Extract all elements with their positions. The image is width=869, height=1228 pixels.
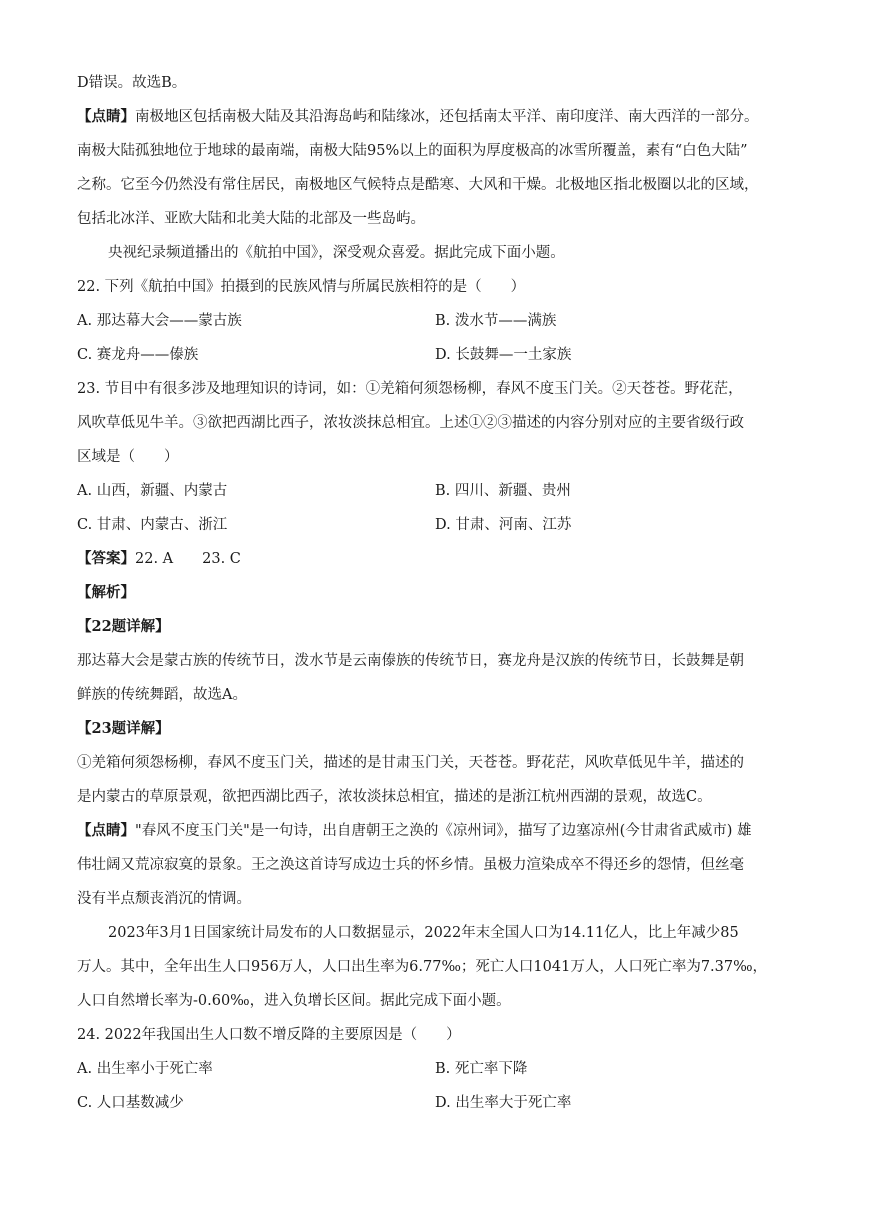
q22-option-a: A. 那达幕大会——蒙古族 [77,313,242,329]
text-line: 包括北冰洋、亚欧大陆和北美大陆的北部及一些岛屿。 [77,211,425,227]
q23-option-d: D. 甘肃、河南、江苏 [435,517,572,533]
answer-text: 22. A 23. C [135,551,241,567]
text-line: 那达幕大会是蒙古族的传统节日，泼水节是云南傣族的传统节日，赛龙舟是汉族的传统节日，长鼓舞是朝 [77,653,744,669]
answer-tag: 【答案】 [77,550,135,567]
text-line: 没有半点颓丧消沉的情调。 [77,891,251,907]
text-line: 区域是（ ） [77,449,179,465]
dianjing-tag: 【点睛】 [77,822,135,839]
dianjing-paragraph [77,107,793,127]
q24-option-a: A. 出生率小于死亡率 [77,1061,213,1077]
text-line: "春风不度玉门关"是一句诗，出自唐朝王之涣的《凉州词》，描写了边塞凉州(今甘肃省武威市) 雄 [135,823,752,839]
text-line: 南极地区包括南极大陆及其沿海岛屿和陆缘冰，还包括南太平洋、南印度洋、南大西洋的一部分。 [135,109,759,125]
text-line: 伟壮阔又荒凉寂寞的景象。王之涣这首诗写成边士兵的怀乡情。虽极力渲染成卒不得还乡的怨情，但丝毫 [77,857,744,873]
text-line: 鲜族的传统舞蹈，故选A。 [77,687,247,703]
q23-option-b: B. 四川、新疆、贵州 [435,483,571,499]
text-line: 人口自然增长率为-0.60‰，进入负增长区间。据此完成下面小题。 [77,993,511,1009]
q24-option-d: D. 出生率大于死亡率 [435,1095,572,1111]
question-23: 23. 节目中有很多涉及地理知识的诗词，如：①羌箱何须怨杨柳，春风不度玉门关。②天苍苍。野花茫， [77,381,743,397]
q22-detail-heading: 【22题详解】 [77,618,170,635]
dianjing-paragraph [77,821,793,841]
q24-option-b: B. 死亡率下降 [435,1061,528,1077]
q23-option-a: A. 山西，新疆、内蒙古 [77,483,228,499]
q24-option-c: C. 人口基数减少 [77,1095,184,1111]
text-line: ①羌箱何须怨杨柳，春风不度玉门关，描述的是甘肃玉门关，天苍苍。野花茫，风吹草低见牛羊，描述的 [77,755,744,771]
q23-option-c: C. 甘肃、内蒙古、浙江 [77,517,228,533]
text-line: 之称。它至今仍然没有常住居民，南极地区气候特点是酷寒、大风和干燥。北极地区指北极圈以北的区域， [77,177,759,193]
text-line: 南极大陆孤独地位于地球的最南端，南极大陆95%以上的面积为厚度极高的冰雪所覆盖，素有“白色大陆” [77,143,748,159]
text-line: 风吹草低见牛羊。③欲把西湖比西子，浓妆淡抹总相宜。上述①②③描述的内容分别对应的主要省级行政 [77,415,744,431]
analysis-heading: 【解析】 [77,584,135,601]
q22-option-b: B. 泼水节——满族 [435,313,557,329]
text-line: 万人。其中，全年出生人口956万人，人口出生率为6.77‰；死亡人口1041万人，人口死亡率为7.37‰， [77,959,768,975]
q23-detail-heading: 【23题详解】 [77,720,170,737]
q22-option-d: D. 长鼓舞—一土家族 [435,347,572,363]
dianjing-tag: 【点睛】 [77,108,135,125]
answer-line [77,549,793,569]
text-line: 是内蒙古的草原景观，欲把西湖比西子，浓妆淡抹总相宜，描述的是浙江杭州西湖的景观，故选C。 [77,789,712,805]
question-22: 22. 下列《航拍中国》拍摄到的民族风情与所属民族相符的是（ ） [77,279,526,295]
text-line: D错误。故选B。 [77,75,187,91]
passage-intro: 2023年3月1日国家统计局发布的人口数据显示，2022年末全国人口为14.11亿人，比上年减少85 [108,925,739,941]
q22-option-c: C. 赛龙舟——傣族 [77,347,199,363]
passage-intro: 央视纪录频道播出的《航拍中国》，深受观众喜爱。据此完成下面小题。 [108,245,565,261]
question-24: 24. 2022年我国出生人口数不增反降的主要原因是（ ） [77,1027,461,1043]
